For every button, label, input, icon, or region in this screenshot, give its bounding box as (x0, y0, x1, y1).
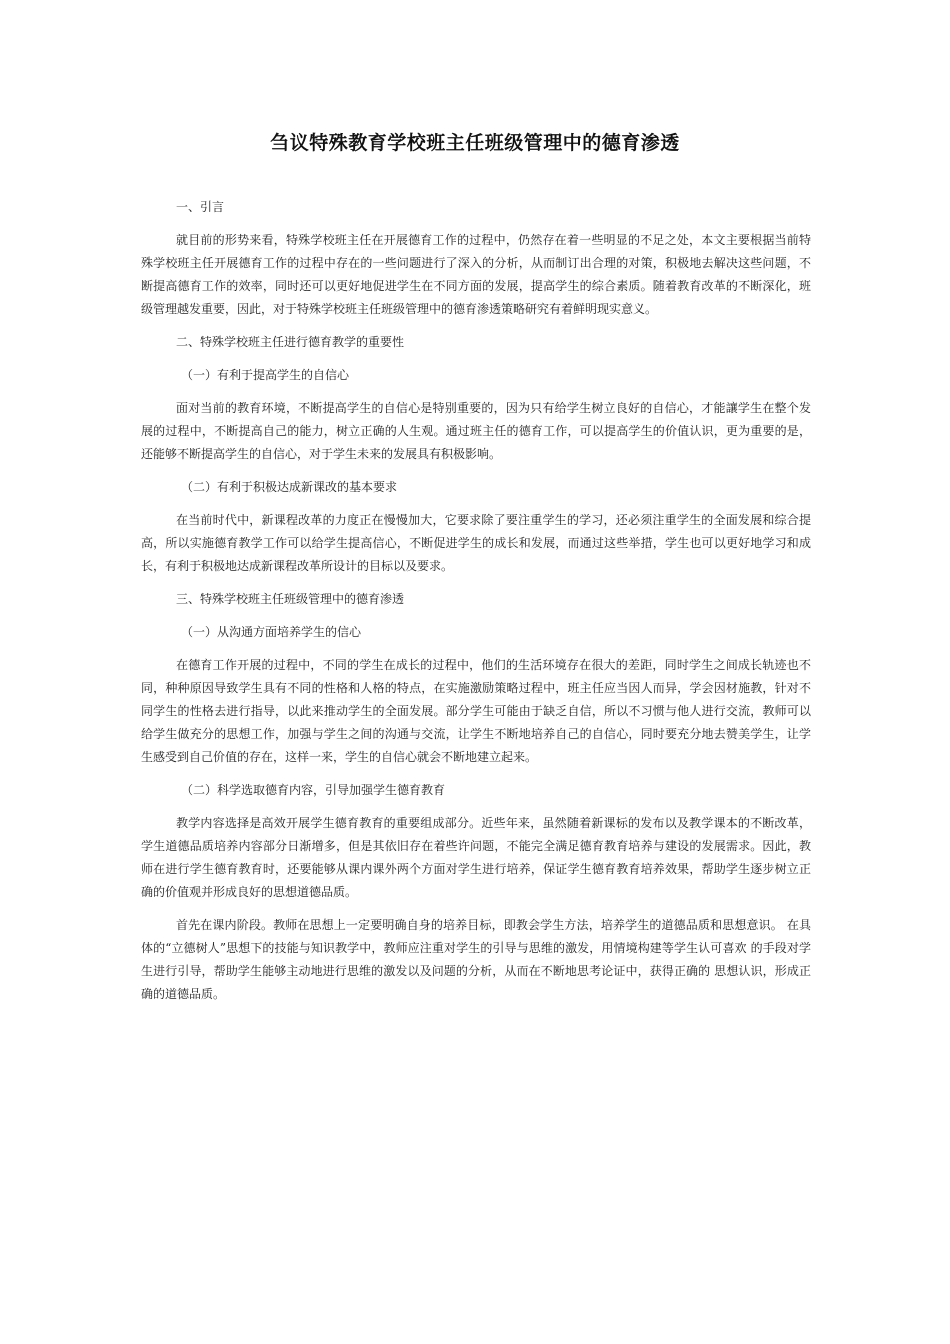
paragraph: 在当前时代中，新课程改革的力度正在慢慢加大，它要求除了要注重学生的学习，还必须注重学生的全面发展和综合提高，所以实施德育教学工作可以给学生提高信心，不断促进学生的成长和发展，而通过这些举措，学生也可以更好地学习和成长，有利于积极地达成新课程改革所设计的目标以及要求。 (141, 513, 811, 573)
paragraph: 教学内容选择是高效开展学生德育教育的重要组成部分。近些年来，虽然随着新课标的发布以及教学课本的不断改革，学生道德品质培养内容部分日渐增多，但是其依旧存在着些许问题，不能完全满足德育教育培养与建设的发展需求。因此，教师在进行学生德育教育时，还要能够从课内课外两个方面对学生进行培养，保证学生德育教育培养效果，帮助学生逐步树立正确的价值观并形成良好的思想道德品质。 (141, 816, 811, 899)
paragraph: 在德育工作开展的过程中，不同的学生在成长的过程中，他们的生活环境存在很大的差距，同时学生之间成长轨迹也不同，种种原因导致学生具有不同的性格和人格的特点，在实施激励策略过程中，班主任应当因人而异，学会因材施教，针对不同学生的性格去进行指导，以此来推动学生的全面发展。部分学生可能由于缺乏自信，所以不习惯与他人进行交流，教师可以给学生做充分的思想工作，加强与学生之间的沟通与交流，让学生不断地培养自己的自信心，同时要充分地去赞美学生，让学生感受到自己价值的存在，这样一来，学生的自信心就会不断地建立起来。 (141, 658, 811, 764)
section-heading-intro: 一、引言 (176, 200, 225, 214)
subsection-heading: （二）科学选取德育内容，引导加强学生德育教育 (181, 783, 446, 797)
subsection-heading: （二）有利于积极达成新课改的基本要求 (181, 480, 398, 494)
section-heading-infiltration: 三、特殊学校班主任班级管理中的德育渗透 (176, 592, 405, 606)
section-heading-importance: 二、特殊学校班主任进行德育教学的重要性 (176, 335, 405, 349)
document-body (141, 196, 811, 1016)
document-title: 刍议特殊教育学校班主任班级管理中的德育渗透 (270, 132, 680, 154)
subsection-heading: （一）从沟通方面培养学生的信心 (181, 625, 362, 639)
subsection-heading: （一）有利于提高学生的自信心 (181, 368, 350, 382)
paragraph: 面对当前的教育环境，不断提高学生的自信心是特别重要的，因为只有给学生树立良好的自信心，才能讓学生在整个发展的过程中，不断提高自己的能力，树立正确的人生观。通过班主任的德育工作，可以提高学生的价值认识，更为重要的是，还能够不断提高学生的自信心，对于学生未来的发展具有积极影响。 (141, 401, 811, 461)
paragraph: 首先在课内阶段。教师在思想上一定要明确自身的培养目标，即教会学生方法，培养学生的道德品质和思想意识。 在具体的“立德树人”思想下的技能与知识教学中，教师应注重对学生的引导与思维的激发，用情境构建等学生认可喜欢 的手段对学生进行引导，帮助学生能够主动地进行思维的激发以及问题的分析，从而在不断地思考论证中，获得正确的 思想认识，形成正确的道德品质。 (141, 918, 811, 1001)
paragraph: 就目前的形势来看，特殊学校班主任在开展德育工作的过程中，仍然存在着一些明显的不足之处，本文主要根据当前特殊学校班主任开展德育工作的过程中存在的一些问题进行了深入的分析，从而制订出合理的对策，积极地去解决这些问题，不断提高德育工作的效率，同时还可以更好地促进学生在不同方面的发展，提高学生的综合素质。随着教育改革的不断深化，班级管理越发重要，因此，对于特殊学校班主任班级管理中的德育渗透策略研究有着鲜明现实意义。 (141, 233, 811, 316)
